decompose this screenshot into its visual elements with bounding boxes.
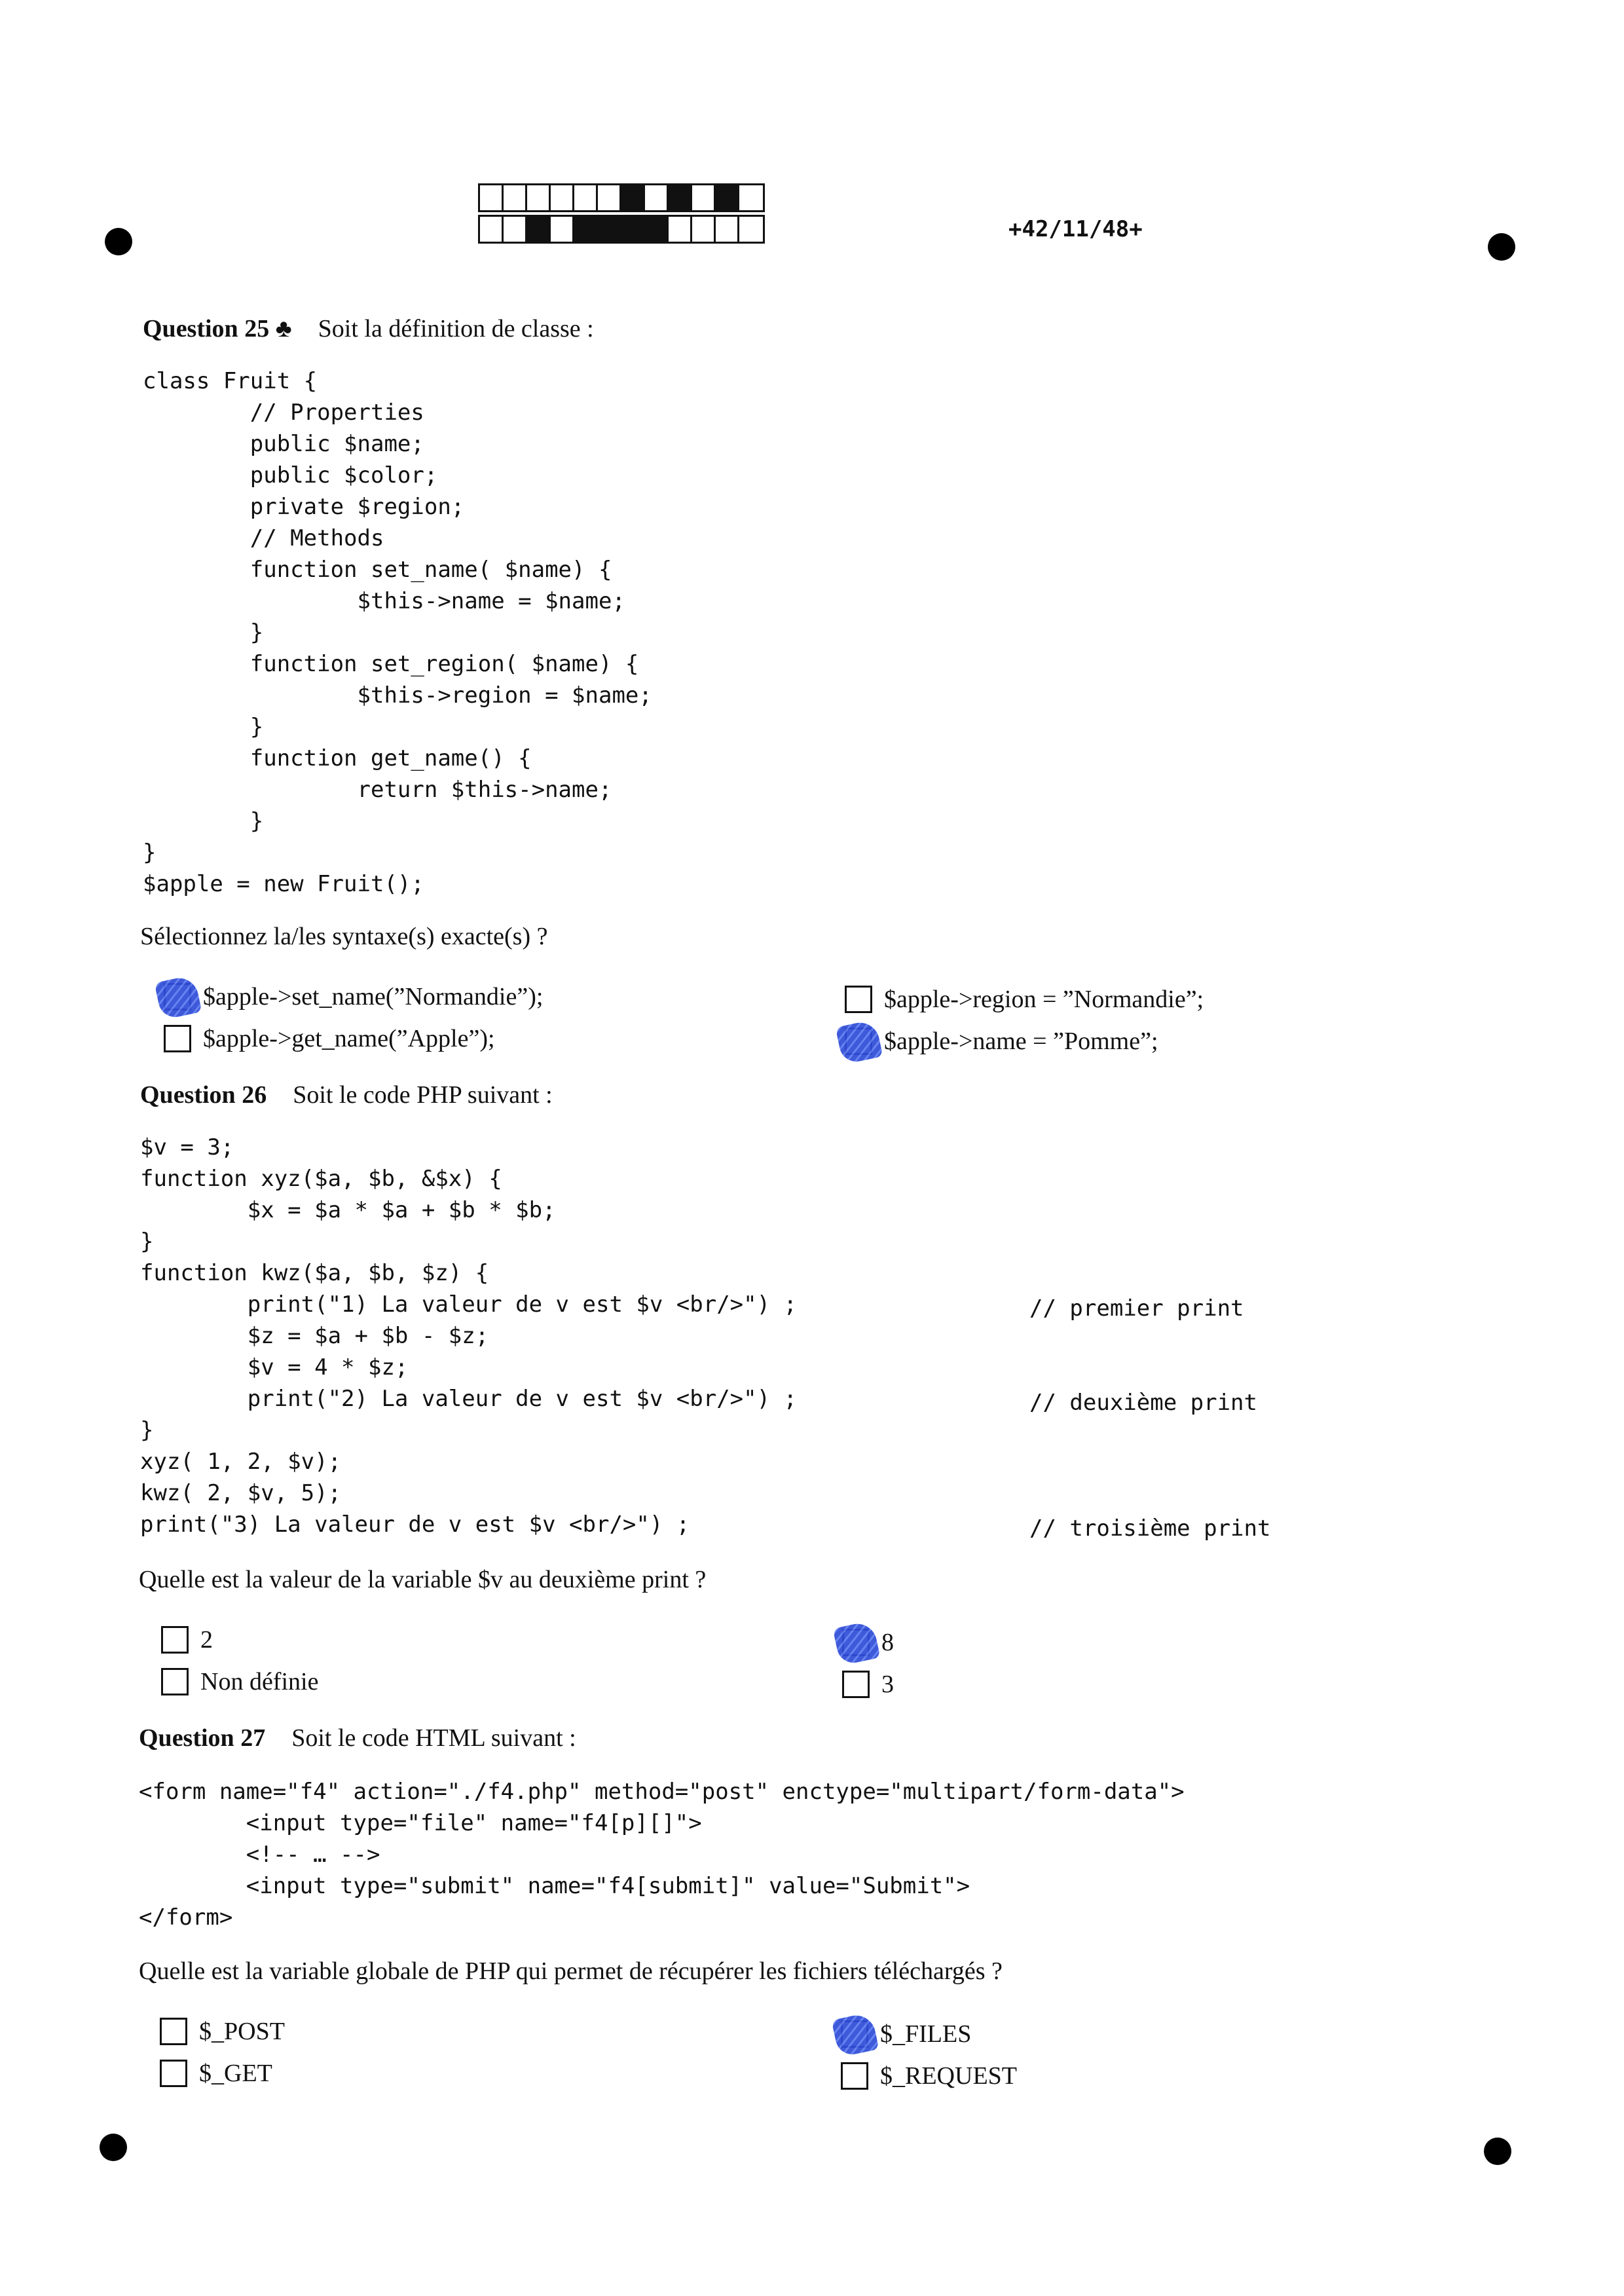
question-27-header [139,1724,576,1752]
checkbox[interactable] [842,1629,870,1656]
q25-option-3[interactable] [845,985,1204,1014]
option-label: $apple->get_name(”Apple”); [203,1025,495,1052]
option-label: 2 [200,1626,213,1654]
q27-option-3[interactable] [841,2020,971,2048]
option-label: Non définie [200,1668,319,1695]
comment-third-print: // troisième print [1029,1515,1271,1542]
comment-first-print: // premier print [1029,1295,1244,1322]
question-26-header [140,1081,553,1109]
question-label: Question 27 [139,1724,266,1752]
option-label: $_REQUEST [880,2062,1017,2090]
checkbox[interactable] [161,1668,189,1695]
checkbox[interactable] [845,986,872,1013]
corner-mark-bottom-right [1484,2138,1511,2165]
option-label: $_POST [199,2018,285,2045]
checkbox[interactable] [842,1671,870,1698]
question-26-code: $v = 3; function xyz($a, $b, &$x) { $x = $a * $a + $b * $b; } function kwz($a, $b, $z) { print("1) La valeur de v est $v <br/>") ; $z = $a + $b - $z; $v = 4 * $z; print("2) La valeur de v est $v <br/>") ; } xyz( 1, 2, $v); kwz( 2, $v, 5); print("3) La valeur de v est $v <br/>") ; [140,1134,798,1538]
q25-option-4[interactable] [845,1027,1158,1056]
corner-mark-bottom-left [100,2134,127,2161]
q26-option-4[interactable] [842,1670,894,1699]
q26-option-1[interactable] [161,1625,213,1654]
page-id: +42/11/48+ [1008,216,1143,242]
question-25-code: class Fruit { // Properties public $name; public $color; private $region; // Methods function set_name( $name) { $this->name = $name; } function set_region( $name) { $this->region = $name; } function get_name() { return $this->name; } } $apple = new Fruit(); [143,368,652,897]
checkbox[interactable] [164,1025,191,1052]
question-27-code: <form name="f4" action="./f4.php" method="post" enctype="multipart/form-data"> <input type="file" name="f4[p][]"> <!-- … --> <input type="submit" name="f4[submit]" value="Submit"> </form> [139,1779,1185,1931]
option-label: $_FILES [880,2020,972,2048]
question-27-prompt: Quelle est la variable globale de PHP qui permet de récupérer les fichiers téléchargés ? [139,1957,1003,1985]
q25-option-1[interactable] [164,982,543,1011]
q26-option-3[interactable] [842,1628,894,1657]
checkbox[interactable] [845,1028,872,1055]
question-label: Question 26 [140,1081,267,1109]
option-label: $apple->name = ”Pomme”; [884,1028,1158,1055]
q27-option-2[interactable] [160,2059,272,2088]
question-text: Soit la définition de classe : [318,315,594,343]
question-25-prompt: Sélectionnez la/les syntaxe(s) exacte(s) ? [140,923,548,950]
option-label: $apple->set_name(”Normandie”); [203,983,544,1010]
q26-option-2[interactable] [161,1667,318,1696]
option-label: $apple->region = ”Normandie”; [884,986,1204,1013]
q27-option-1[interactable] [160,2017,285,2046]
corner-mark-top-right [1488,233,1515,261]
comment-second-print: // deuxième print [1029,1390,1257,1416]
q25-option-2[interactable] [164,1024,495,1053]
checkbox[interactable] [161,1626,189,1654]
option-label: 8 [881,1629,894,1656]
corner-mark-top-left [105,228,132,255]
checkbox[interactable] [841,2062,868,2090]
page-barcode-bottom [478,215,765,244]
question-text: Soit le code PHP suivant : [293,1081,553,1109]
q27-option-4[interactable] [841,2062,1017,2090]
question-text: Soit le code HTML suivant : [291,1724,576,1752]
checkbox[interactable] [841,2020,868,2048]
question-label: Question 25 ♣ [143,315,292,343]
checkbox[interactable] [164,983,191,1010]
option-label: 3 [881,1671,894,1698]
page-barcode-top [478,183,765,212]
question-25-header [143,314,594,343]
option-label: $_GET [199,2060,272,2087]
question-26-prompt: Quelle est la valeur de la variable $v au deuxième print ? [139,1566,707,1593]
checkbox[interactable] [160,2060,187,2087]
checkbox[interactable] [160,2018,187,2045]
